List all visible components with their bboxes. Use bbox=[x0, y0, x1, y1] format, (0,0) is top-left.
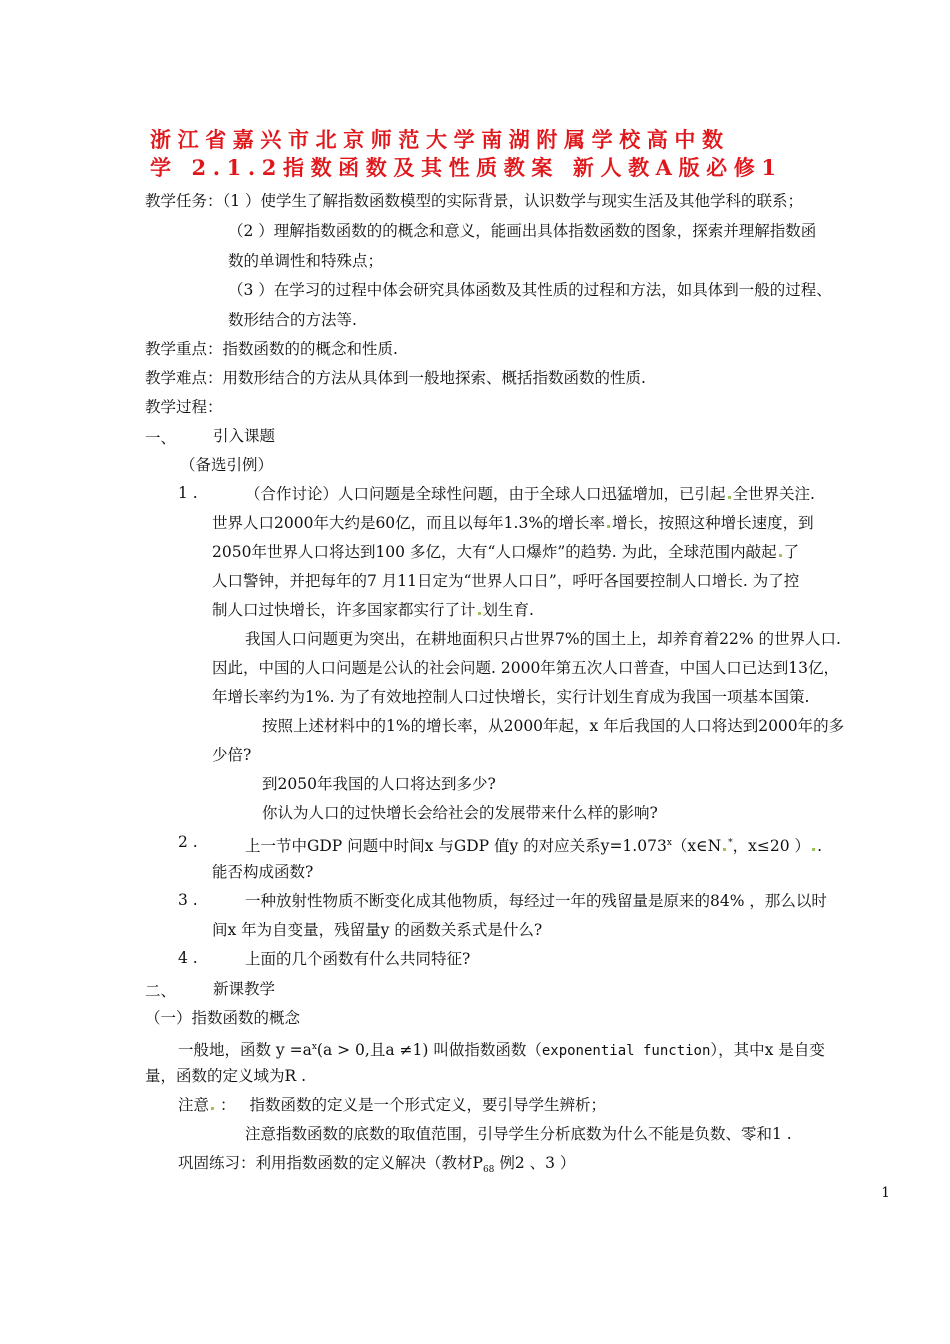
section-2-number: 二、 bbox=[145, 982, 177, 1000]
note-line-1 bbox=[178, 1095, 606, 1115]
item-1-line-2b: 增长，按照这种增长速度，到 bbox=[612, 514, 814, 532]
task-3b: 数形结合的方法等. bbox=[228, 311, 357, 329]
item-1-line-3 bbox=[212, 542, 799, 562]
section-1-number: 一、 bbox=[145, 429, 177, 447]
note-label: 注意 bbox=[178, 1096, 210, 1114]
practice-examples: 例2 、3 ） bbox=[494, 1154, 576, 1172]
item-3-line-1: 一种放射性物质不断变化成其他物质，每经过一年的残留量是原来的84% ，那么以时 bbox=[245, 892, 827, 910]
item-2-line-1e: . bbox=[817, 837, 822, 856]
teaching-process: 教学过程： bbox=[145, 398, 223, 416]
item-1-line-5a: 制人口过快增长，许多国家都实行了计 bbox=[212, 601, 476, 619]
marker-dot bbox=[607, 525, 610, 528]
document-title-line-1: 浙江省嘉兴市北京师范大学南湖附属学校高中数 bbox=[150, 127, 730, 152]
item-1-question-3: 你认为人口的过快增长会给社会的发展带来什么样的影响? bbox=[262, 804, 658, 822]
item-1-question-1a: 按照上述材料中的1%的增长率，从2000年起，x 年后我国的人口将达到2000年的多 bbox=[262, 717, 845, 735]
marker-dot bbox=[812, 848, 815, 851]
item-1-para-2-line-3: 年增长率约为1%. 为了有效地控制人口过快增长，实行计划生育成为我国一项基本国策. bbox=[212, 688, 810, 706]
definition-part-b: (a > 0,且a ≠1) 叫做指数函数（ bbox=[316, 1041, 542, 1060]
item-2-line-1 bbox=[245, 833, 822, 856]
item-1-question-2: 到2050年我国的人口将达到多少? bbox=[262, 775, 496, 793]
exponent-x: x bbox=[666, 838, 672, 848]
item-4-line-1: 上面的几个函数有什么共同特征? bbox=[245, 950, 471, 968]
item-1-line-1a: （合作讨论）人口问题是全球性问题，由于全球人口迅猛增加，已引起 bbox=[245, 485, 726, 503]
item-2-line-2: 能否构成函数? bbox=[212, 863, 314, 881]
item-1-line-3a: 2050年世界人口将达到100 多亿，大有“人口爆炸”的趋势. 为此，全球范围内敲起 bbox=[212, 543, 777, 561]
item-1-line-5b: 划生育. bbox=[482, 601, 534, 619]
task-1: （1 ）使学生了解指数函数模型的实际背景，认识数学与现实生活及其他学科的联系； bbox=[222, 192, 804, 210]
item-1-line-1b: 全世界关注. bbox=[732, 485, 815, 503]
marker-dot bbox=[478, 612, 481, 615]
subsection-1-title: （一）指数函数的概念 bbox=[145, 1009, 301, 1027]
superscript-star: * bbox=[728, 838, 733, 848]
section-1-title: 引入课题 bbox=[213, 427, 276, 445]
item-2-line-1b: （x∈N bbox=[671, 837, 722, 856]
item-2-line-1d: ，x≤20 ） bbox=[732, 837, 811, 856]
difficulty-point: 教学难点：用数形结合的方法从具体到一般地探索、概括指数函数的性质. bbox=[145, 369, 646, 387]
item-1-line-4: 人口警钟，并把每年的7 月11日定为“世界人口日”，呼吁各国要控制人口增长. 为了控 bbox=[212, 572, 800, 590]
note-text: 指数函数的定义是一个形式定义，要引导学生辨析； bbox=[249, 1096, 607, 1114]
definition-part-a: 一般地，函数 y =a bbox=[178, 1041, 312, 1060]
page-ref-subscript: 68 bbox=[482, 1165, 495, 1176]
item-1-number: 1 . bbox=[178, 484, 198, 502]
note-colon: ： bbox=[220, 1096, 236, 1114]
item-1-para-2-line-1: 我国人口问题更为突出，在耕地面积只占世界7%的国土上，却养育着22% 的世界人口. bbox=[245, 630, 841, 648]
key-point: 教学重点：指数函数的的概念和性质. bbox=[145, 340, 398, 358]
task-3a: （3 ）在学习的过程中体会研究具体函数及其性质的过程和方法，如具体到一般的过程、 bbox=[228, 281, 832, 299]
item-1-line-1 bbox=[245, 484, 815, 504]
note-line-2: 注意指数函数的底数的取值范围，引导学生分析底数为什么不能是负数、零和1 . bbox=[245, 1125, 792, 1143]
page-number: 1 bbox=[881, 1185, 890, 1201]
definition-line-2: 量，函数的定义域为R . bbox=[145, 1067, 307, 1085]
item-1-line-2a: 世界人口2000年大约是60亿，而且以每年1.3%的增长率 bbox=[212, 514, 606, 532]
item-4-number: 4 . bbox=[178, 949, 198, 967]
practice-line bbox=[178, 1153, 575, 1180]
marker-dot bbox=[728, 496, 731, 499]
exponent-x: x bbox=[311, 1042, 317, 1052]
section-2-title: 新课教学 bbox=[213, 980, 276, 998]
task-2a: （2 ）理解指数函数的的概念和意义，能画出具体指数函数的图象，探索并理解指数函 bbox=[228, 222, 817, 240]
item-1-line-5 bbox=[212, 600, 534, 620]
backup-examples: （备选引例） bbox=[180, 456, 274, 474]
item-1-line-2 bbox=[212, 513, 814, 533]
document-title-line-2: 学 2.1.2指数函数及其性质教案 新人教A版必修1 bbox=[150, 155, 783, 180]
marker-dot bbox=[723, 848, 726, 851]
marker-dot bbox=[779, 554, 782, 557]
item-3-number: 3 . bbox=[178, 891, 198, 909]
task-2b: 数的单调性和特殊点； bbox=[228, 252, 384, 270]
definition-line-1 bbox=[178, 1037, 825, 1061]
marker-dot bbox=[211, 1107, 214, 1110]
teaching-tasks-label: 教学任务： bbox=[145, 192, 223, 210]
item-1-question-1b: 少倍? bbox=[212, 746, 252, 764]
item-2-line-1a: 上一节中GDP 问题中时间x 与GDP 值y 的对应关系y=1.073 bbox=[245, 837, 667, 856]
item-1-line-3b: 了 bbox=[783, 543, 800, 561]
item-1-para-2-line-2: 因此，中国的人口问题是公认的社会问题. 2000年第五次人口普查，中国人口已达到13亿， bbox=[212, 659, 840, 677]
item-3-line-2: 间x 年为自变量，残留量y 的函数关系式是什么? bbox=[212, 921, 543, 939]
item-2-number: 2 . bbox=[178, 833, 198, 851]
practice-text: 巩固练习：利用指数函数的定义解决（教材P bbox=[178, 1154, 483, 1172]
definition-part-c: ），其中x 是自变 bbox=[710, 1041, 825, 1060]
teaching-tasks-line-1 bbox=[145, 191, 803, 211]
english-term: exponential function bbox=[541, 1043, 711, 1060]
